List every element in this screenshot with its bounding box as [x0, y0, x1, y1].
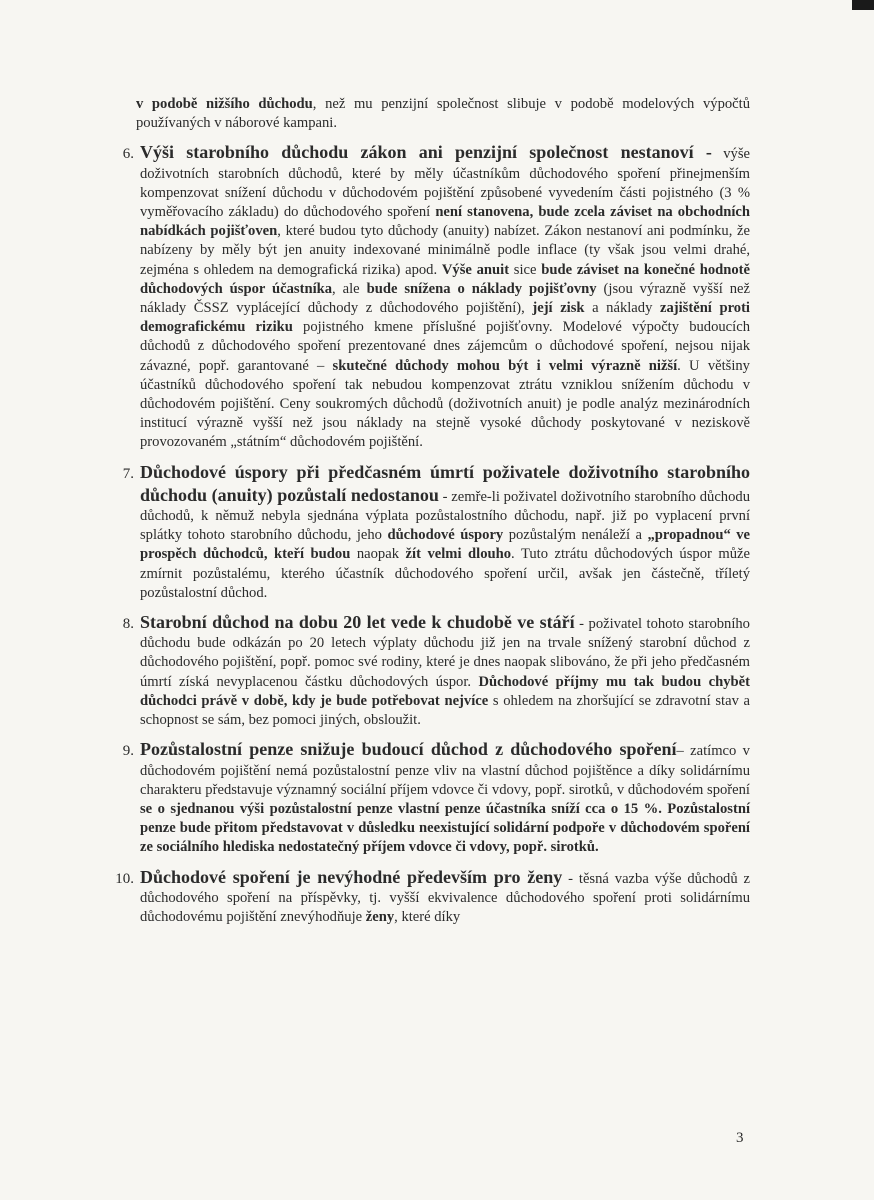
item-bold: její zisk [532, 300, 585, 317]
item-text: naopak [350, 546, 406, 563]
item-text: pojistného kmene příslušné pojišťovny. Modelové výpočty budoucích důchodů z důchodového spoření prezentované dnes zájemcům o důchodové spoření, nejsou nijak závazné, popř. garantované – [140, 319, 750, 374]
item-text: pozůstalým nenáleží a [503, 527, 648, 544]
continuation-paragraph [136, 95, 750, 133]
scan-edge-mark [852, 0, 874, 10]
item-number: 8. [122, 616, 134, 633]
item-text: - zemře-li poživatel doživotního starobního důchodu důchodů, k němuž nebyla sjednána výplata pozůstalostního důchodu, např. již po vyplacení první splátky tohoto starobního důchodu, jeho [140, 488, 750, 544]
item-bold: bude snížena o náklady pojišťovny [366, 280, 597, 297]
item-text: – zatímco v důchodovém pojištění nemá pozůstalostní penze vliv na vlastní důchod pojištěnce a díky solidárnímu charakteru představuje významný sociální příjem vdovce či vdovy, popř. sirotků, v důchodovém spoření [140, 743, 750, 798]
item-bold: ženy [365, 908, 395, 925]
intro-text: , než mu penzijní společnost slibuje v podobě modelových výpočtů používaných v náborové kampani. [136, 96, 750, 132]
item-bold: skutečné důchody mohou být i velmi výrazně nižší [332, 357, 678, 374]
item-bold: žít velmi dlouho [405, 546, 512, 563]
item-number: 9. [122, 743, 134, 760]
item-heading: Pozůstalostní penze snižuje budoucí důchod z důchodového spoření [140, 739, 677, 760]
item-text: . Tuto ztrátu důchodových úspor může zmírnit pozůstalému, kterého účastník důchodového spoření určil, avšak jen částečně, tříletý pozůstalostní důchod. [140, 546, 750, 601]
list-item-7 [120, 461, 750, 603]
item-bold: „propadnou“ ve prospěch důchodců, kteří budou [140, 527, 751, 563]
list-item-10 [115, 866, 750, 928]
item-text: (jsou výrazně vyšší než náklady ČSSZ vyplácející důchody z důchodového pojištění), [140, 280, 750, 317]
item-bold: není stanovena, bude zcela záviset na obchodních nabídkách pojišťoven [140, 204, 750, 240]
item-text: , ale [332, 280, 367, 297]
intro-bold: v podobě nižšího důchodu [136, 96, 313, 112]
item-number: 6. [122, 146, 134, 163]
item-text: . U většiny účastníků důchodového spoření tak nebudou kompenzovat ztrátu vzniklou snížením důchodu v důchodovém pojištění. Ceny soukromých důchodů (doživotních anuit) je podle analýz mezinárodních institucí výrazně vyšší než jsou náklady na stejně vysoké důchody poskytované v neziskově provozovaném „státním“ důchodovém pojištění. [140, 357, 750, 451]
item-bold: Důchodové příjmy mu tak budou chybět důchodci právě v době, kdy je bude potřebovat nejvíce [140, 673, 751, 709]
item-text: - těsná vazba výše důchodů z důchodového spoření na příspěvky, tj. vyšší ekvivalence důchodového spoření proti solidárnímu důchodovému pojištění znevýhodňuje [140, 870, 750, 925]
item-bold: Výše anuit [441, 261, 510, 278]
item-text: sice [509, 261, 542, 278]
item-text: výše doživotních starobních důchodů, které by měly účastníkům důchodového spoření přinejmenším kompenzovat snížení důchodu v důchodovém pojištění způsobené vyvedením části pojistného (3 % vyměřovacího základu) do důchodového spoření [140, 146, 750, 221]
item-number: 10. [115, 870, 134, 887]
item-bold: bude záviset na konečné hodnotě důchodových úspor účastníka [140, 261, 750, 297]
item-bold: důchodové úspory [387, 527, 504, 544]
item-text: - poživatel tohoto starobního důchodu bude odkázán po 20 letech výplaty důchodu již jen na trvale snížený starobní důchod z důchodového pojištění, popř. pomoc své rodiny, které je dnes naopak slibováno, že při jeho předčasném úmrtí získá nevyplacenou částku důchodových úspor. [140, 616, 750, 690]
page-number: 3 [736, 1130, 744, 1146]
list-item-6 [120, 141, 750, 452]
item-heading: Výši starobního důchodu zákon ani penzijní společnost nestanoví - [140, 142, 712, 163]
item-text: , které budou tyto důchody (anuity) nabízet. Zákon nestanoví ani podmínku, že nabízeny by měly být jen anuity indexované minimálně podle inflace (ty však jsou velmi drahé, zejména s ohledem na demografická rizika) apod. [140, 223, 750, 278]
document-page [115, 95, 751, 927]
item-text: s ohledem na zhoršující se zdravotní stav a schopnost se sám, bez pomoci jiných, obsloužit. [140, 692, 750, 729]
item-text: , které díky [394, 908, 461, 925]
item-text: a náklady [584, 300, 660, 317]
item-number: 7. [122, 465, 134, 482]
list-item-9 [120, 738, 750, 857]
item-bold: zajištění proti demografickému riziku [140, 300, 750, 336]
item-bold: se o sjednanou výši pozůstalostní penze vlastní penze účastníka sníží cca o 15 %. Pozůstalostní penze bude přitom představovat v důsledku neexistující solidární podpoře v důchodovém spoření ze sociálního hlediska nedostatečný příjem vdovce či vdovy, popř. sirotků. [140, 800, 750, 856]
list-item-8 [120, 611, 750, 730]
item-heading: Důchodové spoření je nevýhodné především pro ženy [140, 866, 563, 887]
item-heading: Důchodové úspory při předčasném úmrtí poživatele doživotního starobního důchodu (anuity) pozůstalí nedostanou [140, 461, 750, 505]
item-heading: Starobní důchod na dobu 20 let vede k chudobě ve stáří [140, 612, 575, 633]
